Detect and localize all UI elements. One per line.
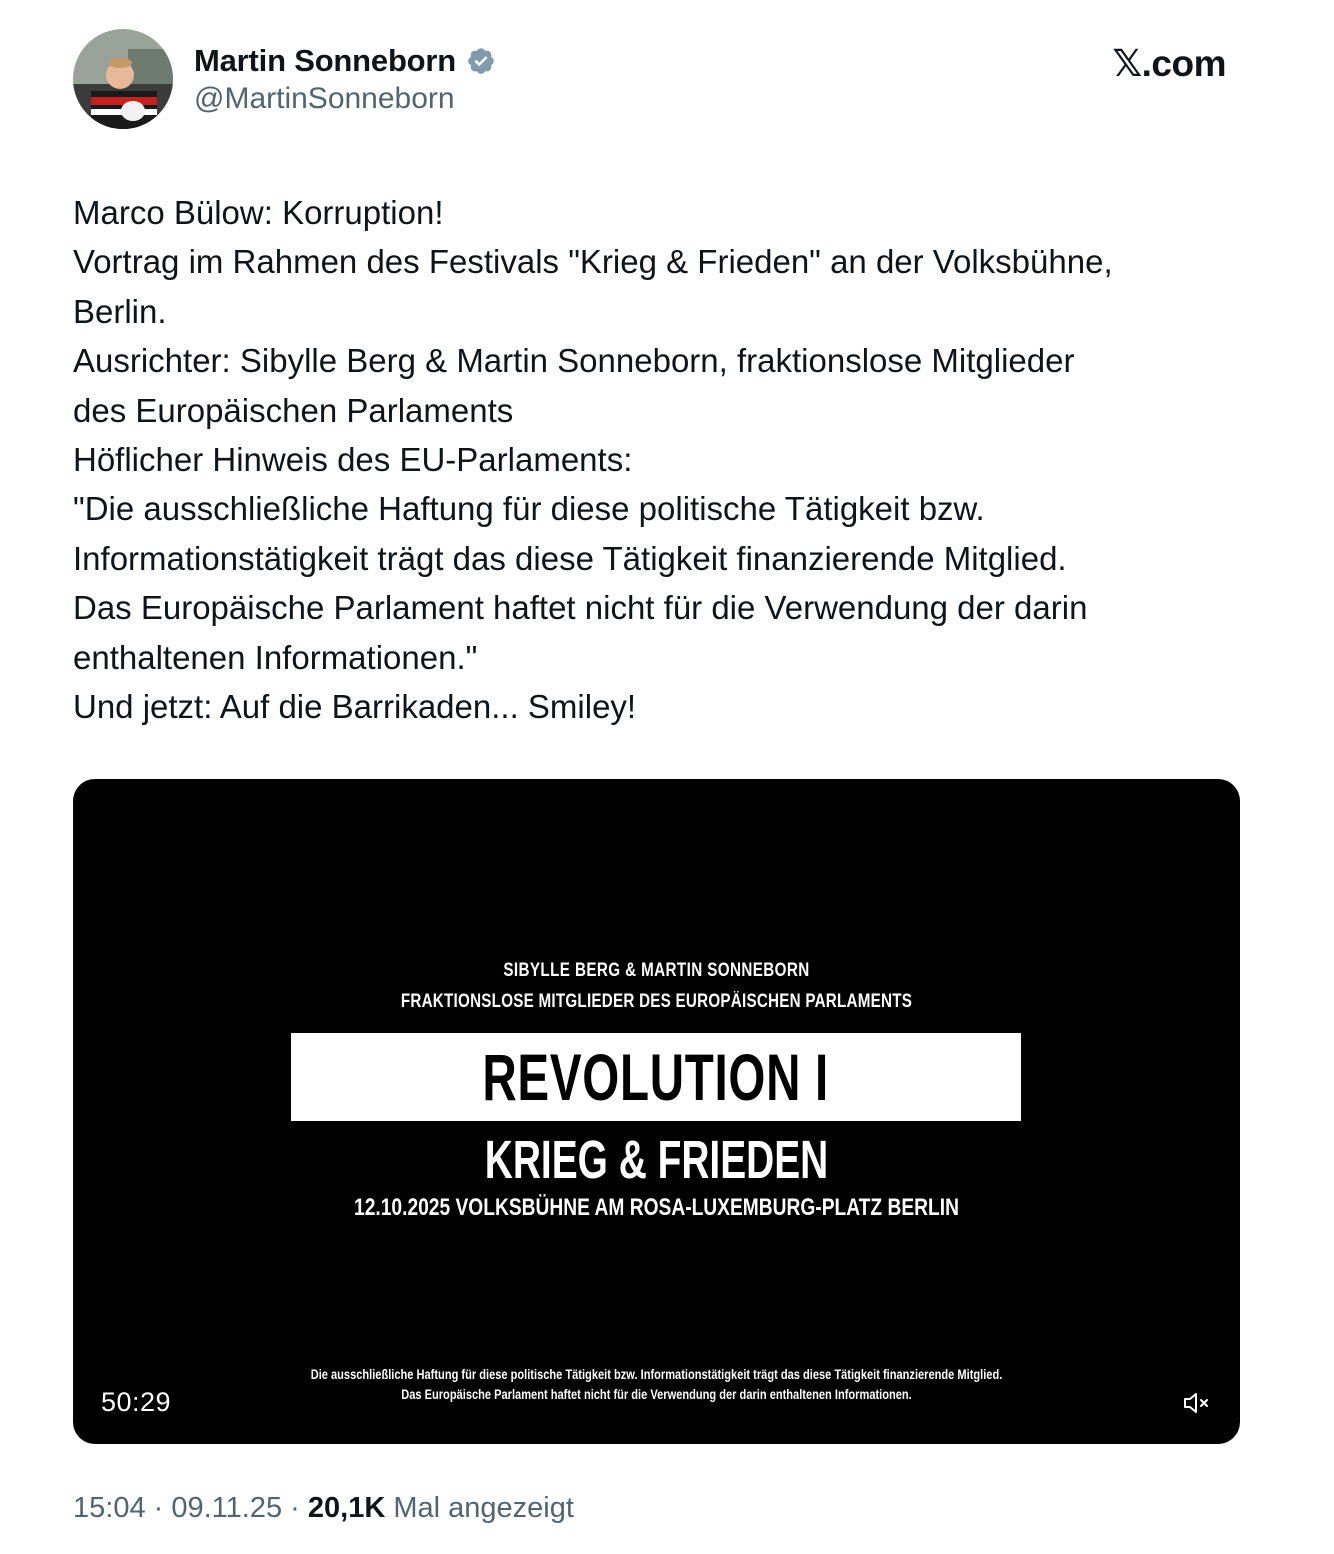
tweet-line: Höflicher Hinweis des EU-Parlaments: xyxy=(73,441,633,479)
mute-toggle-button[interactable] xyxy=(1182,1390,1212,1416)
tweet-meta xyxy=(73,1492,574,1525)
tweet-line: Und jetzt: Auf die Barrikaden... Smiley! xyxy=(73,688,637,726)
video-disclaimer-2: Das Europäische Parlament haftet nicht für die Verwendung der darin enthaltenen Informationen. xyxy=(401,1387,912,1402)
video-subtitle: KRIEG & FRIEDEN xyxy=(484,1130,829,1190)
x-logo: 𝕏.com xyxy=(1112,43,1226,84)
video-disclaimer-1: Die ausschließliche Haftung für diese politische Tätigkeit bzw. Informationstätigkeit trägt das diese Tätigkeit finanzierende Mitglied. xyxy=(310,1367,1003,1382)
tweet-text xyxy=(73,188,1263,731)
video-event-info: 12.10.2025 VOLKSBÜHNE AM ROSA-LUXEMBURG-PLATZ BERLIN xyxy=(354,1194,959,1221)
avatar-image xyxy=(73,29,173,129)
video-duration: 50:29 xyxy=(101,1387,172,1417)
video-title: REVOLUTION I xyxy=(482,1040,830,1114)
author-display-name[interactable]: Martin Sonneborn xyxy=(194,43,457,78)
tweet-line: Marco Bülow: Korruption! xyxy=(73,194,444,231)
tweet-line: enthaltenen Informationen." xyxy=(73,638,478,676)
meta-separator: · xyxy=(145,1492,172,1524)
video-credit-line-2: FRAKTIONSLOSE MITGLIEDER DES EUROPÄISCHEN PARLAMENTS xyxy=(400,991,913,1012)
views-label: Mal angezeigt xyxy=(393,1492,574,1524)
avatar[interactable] xyxy=(73,29,173,129)
speaker-muted-icon xyxy=(1182,1390,1212,1416)
meta-separator: · xyxy=(282,1492,308,1524)
author-name-row[interactable] xyxy=(194,40,496,82)
tweet-line: des Europäischen Parlaments xyxy=(73,391,514,429)
tweet-line: "Die ausschließliche Haftung für diese politische Tätigkeit bzw. xyxy=(73,490,985,528)
video-credit-line-1: SIBYLLE BERG & MARTIN SONNEBORN xyxy=(503,960,810,981)
video-player[interactable] xyxy=(73,779,1240,1444)
tweet-line: Vortrag im Rahmen des Festivals "Krieg & Frieden" an der Volksbühne, xyxy=(73,243,1113,281)
video-title-box xyxy=(291,1033,1021,1121)
verified-badge-icon xyxy=(466,46,496,76)
tweet-line: Ausrichter: Sibylle Berg & Martin Sonneborn, fraktionslose Mitglieder xyxy=(73,342,1075,380)
tweet-line: Das Europäische Parlament haftet nicht für die Verwendung der darin xyxy=(73,589,1088,627)
tweet-date[interactable]: 09.11.25 xyxy=(171,1492,283,1524)
tweet-time[interactable]: 15:04 xyxy=(73,1492,146,1524)
author-handle[interactable]: @MartinSonneborn xyxy=(194,82,455,115)
views-count: 20,1K xyxy=(307,1492,386,1524)
tweet-line: Berlin. xyxy=(73,292,167,330)
tweet-line: Informationstätigkeit trägt das diese Tätigkeit finanzierende Mitglied. xyxy=(73,539,1067,577)
